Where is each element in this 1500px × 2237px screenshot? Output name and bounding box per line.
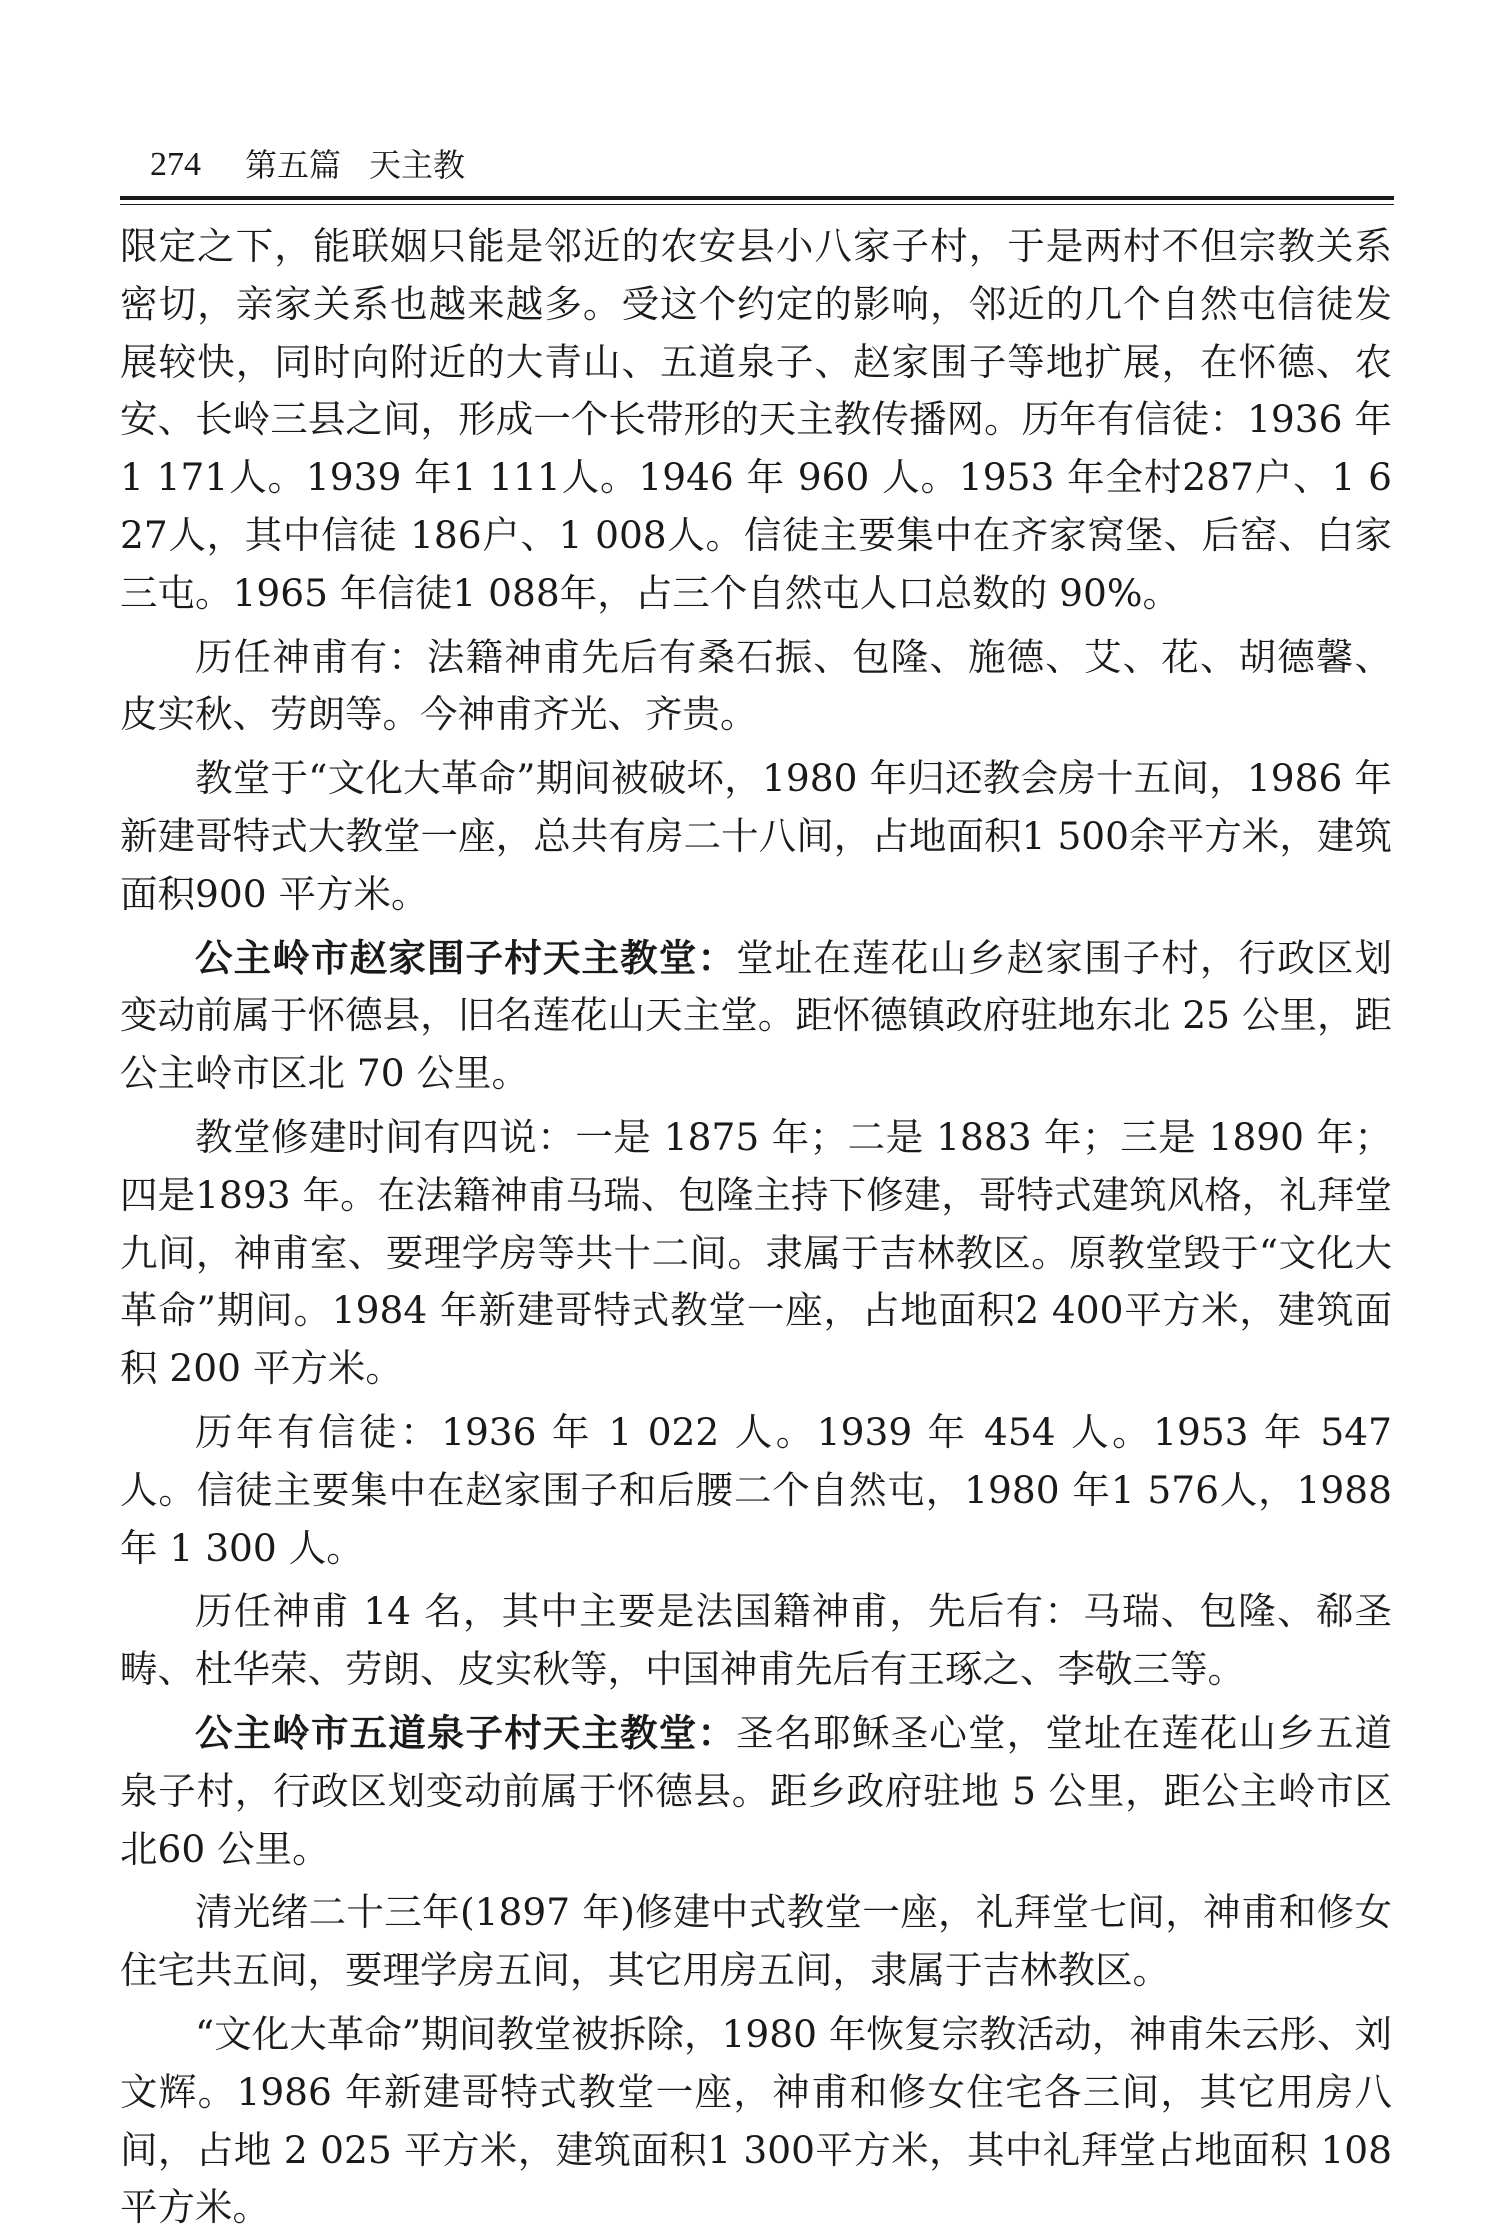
part-title: 第五篇 (245, 146, 342, 184)
body-text (120, 218, 1392, 2237)
entry-heading: 公主岭市五道泉子村天主教堂： (195, 1710, 737, 1755)
paragraph: 历任神甫 14 名，其中主要是法国籍神甫，先后有：马瑞、包隆、郗圣畴、杜华荣、劳朗、皮实秋等，中国神甫先后有王琢之、李敬三等。 (120, 1589, 1392, 1692)
paragraph-entry: 公主岭市五道泉子村天主教堂：圣名耶稣圣心堂，堂址在莲花山乡五道泉子村，行政区划变动前属于怀德县。距乡政府驻地 5 公里，距公主岭市区北60 公里。 (120, 1710, 1393, 1871)
paragraph: 教堂修建时间有四说：一是 1875 年；二是 1883 年；三是 1890 年；四是1893 年。在法籍神甫马瑞、包隆主持下修建，哥特式建筑风格，礼拜堂九间，神甫室、要理学房等共十二间。隶属于吉林教区。原教堂毁于“文化大革命”期间。1984 年新建哥特式教堂一座，占地面积2 400平方米，建筑面积 200 平方米。 (120, 1114, 1392, 1391)
section-title: 天主教 (369, 146, 466, 184)
paragraph: 清光绪二十三年(1897 年)修建中式教堂一座，礼拜堂七间，神甫和修女住宅共五间，要理学房五间，其它用房五间，隶属于吉林教区。 (120, 1890, 1392, 1993)
paragraph-continued: 限定之下，能联姻只能是邻近的农安县小八家子村，于是两村不但宗教关系密切，亲家关系也越来越多。受这个约定的影响，邻近的几个自然屯信徒发展较快，同时向附近的大青山、五道泉子、赵家围子等地扩展，在怀德、农安、长岭三县之间，形成一个长带形的天主教传播网。历年有信徒：1936 年1 171人。1939 年1 111人。1946 年 960 人。1953 年全村287户、1 627人，其中信徒 186户、1 008人。信徒主要集中在齐家窝堡、后窑、白家三屯。1965 年信徒1 088年，占三个自然屯人口总数的 90%。 (120, 224, 1392, 615)
entry-heading: 公主岭市赵家围子村天主教堂： (195, 935, 737, 980)
paragraph: 教堂于“文化大革命”期间被破坏，1980 年归还教会房十五间，1986 年新建哥特式大教堂一座，总共有房二十八间，占地面积1 500余平方米，建筑面积900 平方米。 (120, 756, 1392, 916)
paragraph-entry: 公主岭市赵家围子村天主教堂：堂址在莲花山乡赵家围子村，行政区划变动前属于怀德县，旧名莲花山天主堂。距怀德镇政府驻地东北 25 公里，距公主岭市区北 70 公里。 (120, 935, 1393, 1096)
paragraph: 历年有信徒：1936 年 1 022 人。1939 年 454 人。1953 年 547 人。信徒主要集中在赵家围子和后腰二个自然屯，1980 年1 576人，1988 年 1 300 人。 (120, 1409, 1392, 1570)
paragraph: “文化大革命”期间教堂被拆除，1980 年恢复宗教活动，神甫朱云彤、刘文辉。1986 年新建哥特式教堂一座，神甫和修女住宅各三间，其它用房八间，占地 2 025 平方米，建筑面积1 300平方米，其中礼拜堂占地面积 108 平方米。 (120, 2011, 1392, 2230)
paragraph: 历任神甫有：法籍神甫先后有桑石振、包隆、施德、艾、花、胡德馨、皮实秋、劳朗等。今神甫齐光、齐贵。 (120, 634, 1392, 737)
running-header (150, 140, 1390, 190)
page-number: 274 (150, 146, 201, 183)
header-rule-thin (120, 204, 1394, 205)
header-rule-thick (120, 196, 1394, 200)
